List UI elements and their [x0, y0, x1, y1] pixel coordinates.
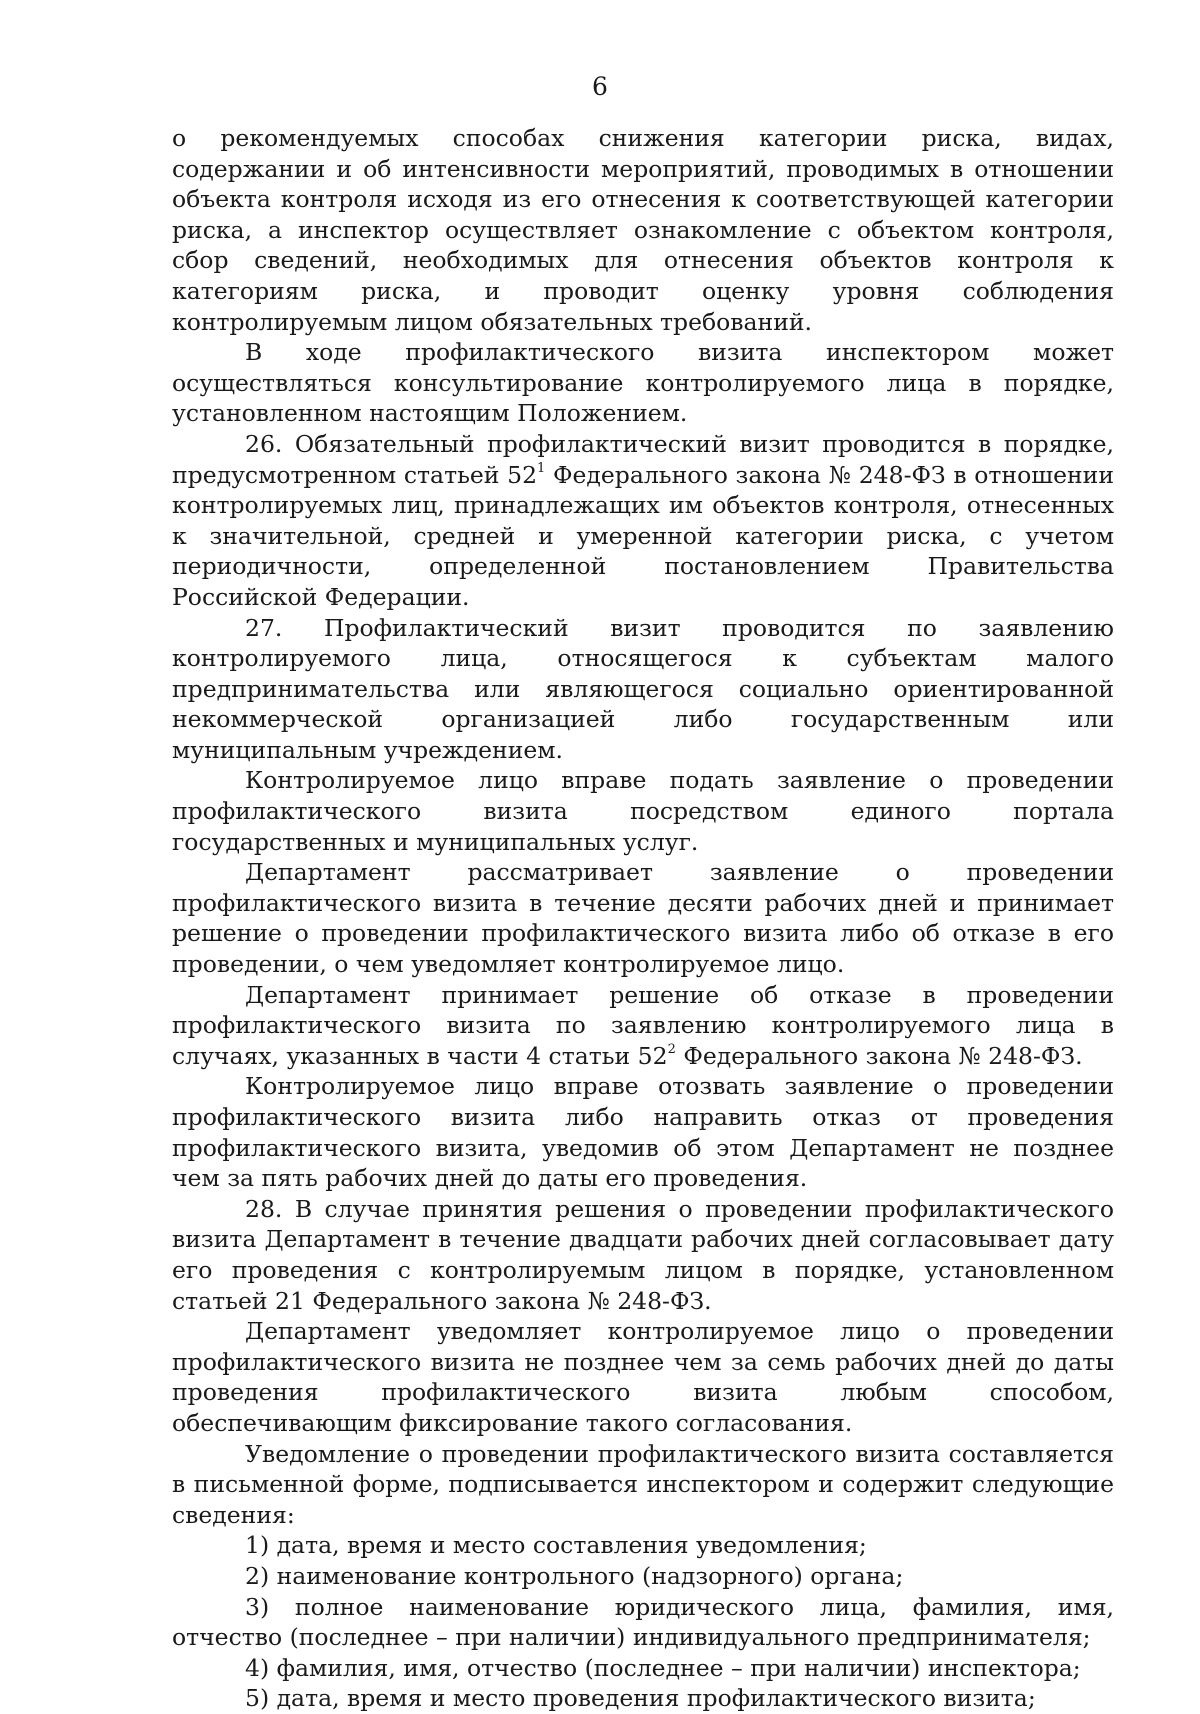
paragraph-item-26 [172, 429, 1114, 613]
list-item: 2) наименование контрольного (надзорного) органа; [245, 1561, 904, 1590]
paragraph: В ходе профилактического визита инспектором может осуществляться консультирование контролируемого лица в порядке, установленном настоящим Положением. [172, 338, 1114, 428]
paragraph-text: 26. Обязательный профилактический визит проводится в порядке, предусмотренном статьей 52 [172, 429, 1114, 489]
list-item: 5) дата, время и место проведения профилактического визита; [245, 1684, 1036, 1713]
paragraph-item-28: 28. В случае принятия решения о проведении профилактического визита Департамент в течение двадцати рабочих дней согласовывает дату его проведения с контролируемым лицом в порядке, установленном статьей 21 Федерального закона № 248-ФЗ. [172, 1194, 1114, 1315]
paragraph-text: Федерального закона № 248-ФЗ в отношении контролируемых лиц, принадлежащих им объектов контроля, отнесенных к значительной, средней и умеренной категории риска, с учетом периодичности, определенной постановлением Правительства Российской Федерации. [172, 460, 1114, 611]
paragraph: Департамент рассматривает заявление о проведении профилактического визита в течение десяти рабочих дней и принимает решение о проведении профилактического визита либо об отказе в его проведении, о чем уведомляет контролируемое лицо. [172, 858, 1114, 979]
paragraph-continuation: о рекомендуемых способах снижения категории риска, видах, содержании и об интенсивности мероприятий, проводимых в отношении объекта контроля исходя из его отнесения к соответствующей категории риска, а инспектор осуществляет ознакомление с объектом контроля, сбор сведений, необходимых для отнесения объектов контроля к категориям риска, и проводит оценку уровня соблюдения контролируемым лицом обязательных требований. [172, 124, 1114, 336]
paragraph: Департамент уведомляет контролируемое лицо о проведении профилактического визита не позднее чем за семь рабочих дней до даты проведения профилактического визита любым способом, обеспечивающим фиксирование такого согласования. [172, 1317, 1114, 1437]
paragraph: Уведомление о проведении профилактического визита составляется в письменной форме, подписывается инспектором и содержит следующие сведения: [172, 1439, 1114, 1529]
paragraph: Контролируемое лицо вправе подать заявление о проведении профилактического визита посредством единого портала государственных и муниципальных услуг. [172, 766, 1114, 856]
list-item: 4) фамилия, имя, отчество (последнее – при наличии) инспектора; [245, 1653, 1081, 1682]
document-body [172, 123, 1114, 1714]
paragraph-item-27: 27. Профилактический визит проводится по заявлению контролируемого лица, относящегося к субъектам малого предпринимательства или являющегося социально ориентированной некоммерческой организацией либо государственным или муниципальным учреждением. [172, 613, 1114, 764]
list-item: 3) полное наименование юридического лица, фамилия, имя, отчество (последнее – при наличии) индивидуального предпринимателя; [172, 1592, 1114, 1652]
paragraph-text: Федерального закона № 248-ФЗ. [675, 1041, 1083, 1070]
page-number: 6 [592, 72, 608, 101]
superscript: 2 [667, 1041, 676, 1057]
list-item: 1) дата, время и место составления уведомления; [245, 1531, 867, 1560]
paragraph [172, 980, 1114, 1072]
paragraph: Контролируемое лицо вправе отозвать заявление о проведении профилактического визита либо направить отказ от проведения профилактического визита, уведомив об этом Департамент не позднее чем за пять рабочих дней до даты его проведения. [172, 1072, 1114, 1193]
paragraph-text: Департамент принимает решение об отказе в проведении профилактического визита по заявлению контролируемого лица в случаях, указанных в части 4 статьи 52 [172, 980, 1114, 1070]
superscript: 1 [537, 460, 546, 476]
